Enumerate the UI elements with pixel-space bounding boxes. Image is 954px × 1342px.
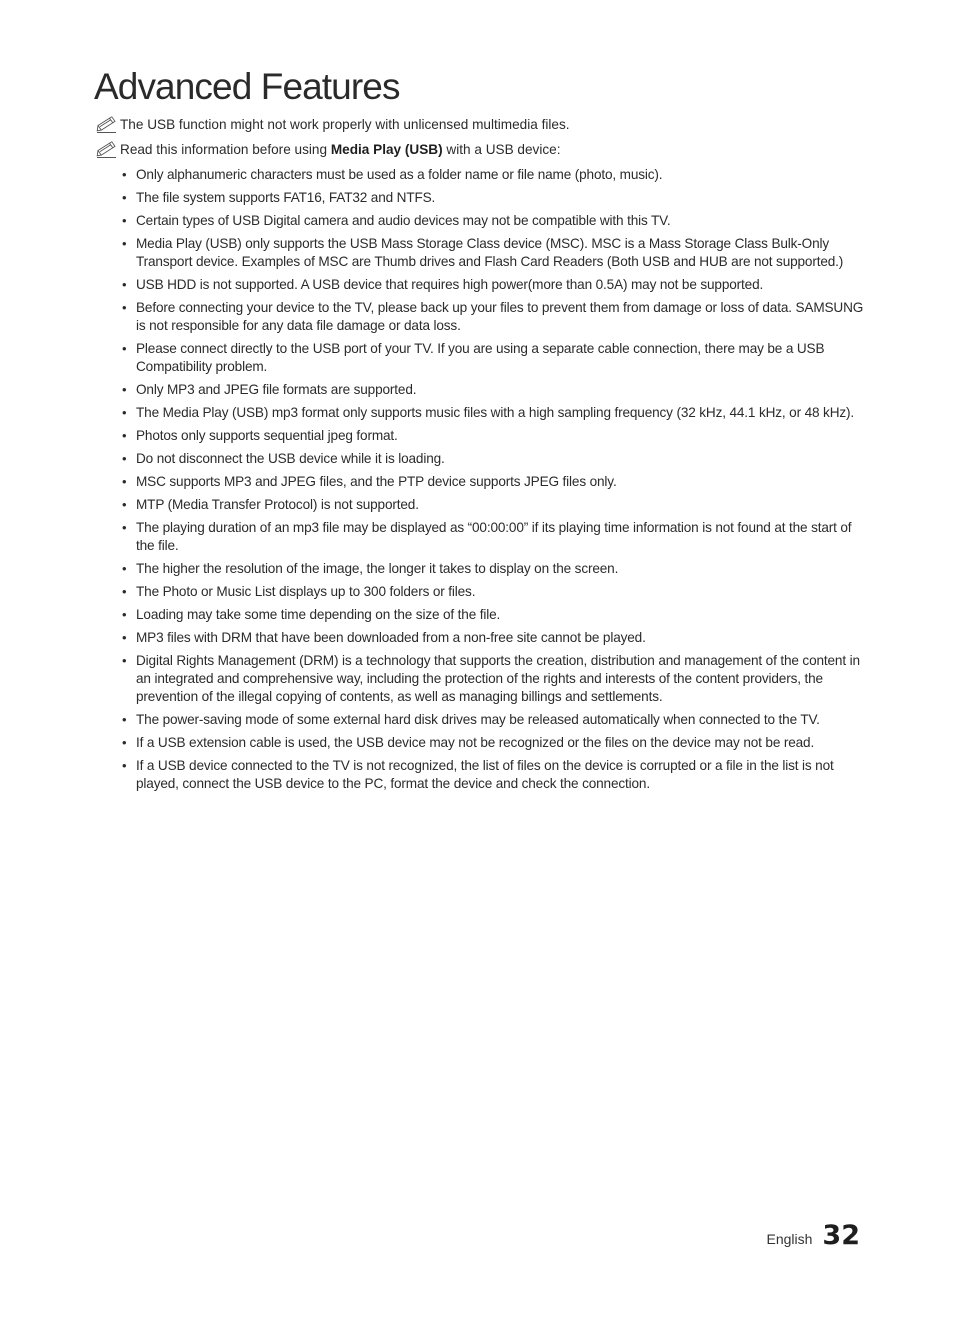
bullet-icon: •: [122, 428, 127, 443]
bullet-icon: •: [122, 190, 127, 205]
list-item-text: Certain types of USB Digital camera and audio devices may not be compatible with this TV.: [136, 213, 671, 228]
usb-requirements-list: [122, 166, 866, 798]
bullet-icon: •: [122, 167, 127, 182]
page-number: 32: [822, 1220, 860, 1251]
list-item-text: If a USB device connected to the TV is not recognized, the list of files on the device is corrupted or a file in the list is not played, connect the USB device to the PC, format the device and check the connection.: [136, 758, 834, 791]
note-usb-license: [96, 116, 866, 134]
bullet-icon: •: [122, 451, 127, 466]
list-item-text: Please connect directly to the USB port of your TV. If you are using a separate cable connection, there may be a USB Compatibility problem.: [136, 341, 825, 374]
list-item-text: Before connecting your device to the TV, please back up your files to prevent them from damage or loss of data. SAMSUNG is not responsible for any data file damage or data loss.: [136, 300, 864, 333]
note-read-info: [96, 141, 866, 159]
list-item-text: The Photo or Music List displays up to 300 folders or files.: [136, 584, 476, 599]
bullet-icon: •: [122, 497, 127, 512]
list-item: [122, 652, 866, 706]
list-item: [122, 473, 866, 491]
bullet-icon: •: [122, 213, 127, 228]
list-item: [122, 629, 866, 647]
bullet-icon: •: [122, 607, 127, 622]
list-item: [122, 560, 866, 578]
list-item: [122, 757, 866, 793]
list-item-text: Media Play (USB) only supports the USB Mass Storage Class device (MSC). MSC is a Mass Storage Class Bulk-Only Transport device. Examples of MSC are Thumb drives and Flash Card Readers (Both USB and HUB are not supported.): [136, 236, 844, 269]
list-item-text: MTP (Media Transfer Protocol) is not supported.: [136, 497, 419, 512]
list-item: [122, 381, 866, 399]
list-item-text: The higher the resolution of the image, the longer it takes to display on the screen.: [136, 561, 619, 576]
list-item: [122, 606, 866, 624]
list-item: [122, 166, 866, 184]
list-item-text: Loading may take some time depending on the size of the file.: [136, 607, 501, 622]
list-item: [122, 427, 866, 445]
list-item-text: Photos only supports sequential jpeg format.: [136, 428, 398, 443]
list-item-text: MSC supports MP3 and JPEG files, and the PTP device supports JPEG files only.: [136, 474, 617, 489]
list-item-text: The file system supports FAT16, FAT32 and NTFS.: [136, 190, 436, 205]
list-item: [122, 212, 866, 230]
list-item-text: Digital Rights Management (DRM) is a technology that supports the creation, distribution and management of the content in an integrated and comprehensive way, including the protection of the rights and interests of the content providers, the prevention of the illegal copying of contents, as well as managing billings and settlements.: [136, 653, 860, 704]
list-item: [122, 276, 866, 294]
bullet-icon: •: [122, 341, 127, 356]
notes-section: [96, 116, 866, 166]
note-text-before: Read this information before using: [120, 142, 331, 157]
bullet-icon: •: [122, 758, 127, 773]
bullet-icon: •: [122, 520, 127, 535]
media-play-usb-label: Media Play (USB): [330, 142, 443, 157]
list-item-text: The playing duration of an mp3 file may be displayed as “00:00:00” if its playing time information is not found at the start of the file.: [136, 520, 852, 553]
bullet-icon: •: [122, 653, 127, 668]
list-item-text: If a USB extension cable is used, the USB device may not be recognized or the files on the device may not be read.: [136, 735, 815, 750]
list-item-text: The Media Play (USB) mp3 format only supports music files with a high sampling frequency (32 kHz, 44.1 kHz, or 48 kHz).: [136, 405, 855, 420]
bullet-icon: •: [122, 584, 127, 599]
page-footer: [767, 1218, 861, 1254]
list-item-text: USB HDD is not supported. A USB device that requires high power(more than 0.5A) may not be supported.: [136, 277, 764, 292]
list-item: [122, 189, 866, 207]
bullet-icon: •: [122, 405, 127, 420]
list-item: [122, 404, 866, 422]
list-item: [122, 519, 866, 555]
pencil-note-icon: [96, 116, 118, 134]
bullet-icon: •: [122, 300, 127, 315]
list-item: [122, 299, 866, 335]
list-item-text: Do not disconnect the USB device while it is loading.: [136, 451, 445, 466]
list-item: [122, 583, 866, 601]
note-text: The USB function might not work properly with unlicensed multimedia files.: [120, 117, 570, 132]
bullet-icon: •: [122, 277, 127, 292]
list-item-text: Only MP3 and JPEG file formats are supported.: [136, 382, 417, 397]
list-item-text: MP3 files with DRM that have been downloaded from a non-free site cannot be played.: [136, 630, 646, 645]
pencil-note-icon: [96, 141, 118, 159]
bullet-icon: •: [122, 735, 127, 750]
list-item: [122, 734, 866, 752]
list-item: [122, 496, 866, 514]
bullet-icon: •: [122, 630, 127, 645]
list-item: [122, 235, 866, 271]
bullet-icon: •: [122, 382, 127, 397]
page-title: Advanced Features: [94, 66, 400, 107]
list-item: [122, 340, 866, 376]
bullet-icon: •: [122, 712, 127, 727]
list-item: [122, 450, 866, 468]
list-item-text: Only alphanumeric characters must be used as a folder name or file name (photo, music).: [136, 167, 663, 182]
note-text-after: with a USB device:: [442, 142, 561, 157]
list-item: [122, 711, 866, 729]
list-item-text: The power-saving mode of some external hard disk drives may be released automatically when connected to the TV.: [136, 712, 820, 727]
bullet-icon: •: [122, 561, 127, 576]
bullet-icon: •: [122, 236, 127, 251]
footer-language: English: [766, 1231, 813, 1247]
bullet-icon: •: [122, 474, 127, 489]
